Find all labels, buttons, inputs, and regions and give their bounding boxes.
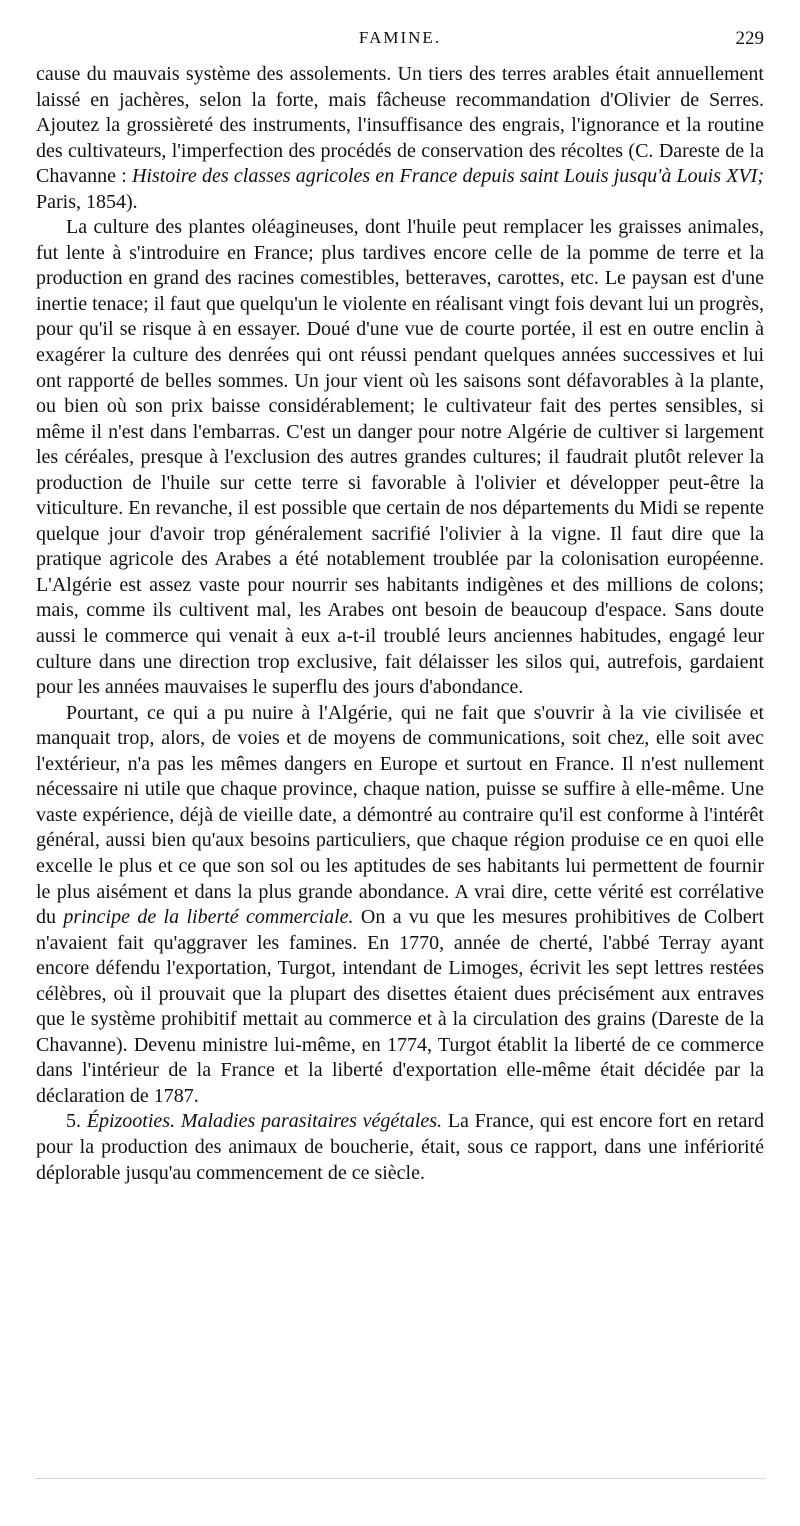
paragraph-1-citation-end: Paris, 1854). <box>36 190 138 213</box>
section-heading: Épizooties. Maladies parasitaires végétales. <box>86 1110 443 1133</box>
paragraph-3-text-end: On a vu que les mesures prohibitives de Colbert n'avaient fait qu'aggraver les famines. En 1770, année de cherté, l'abbé Terray ayant encore défendu l'exportation, Turgot, intendant de Limoges, écrivit les sept lettres restées célèbres, où il prouvait que la plupart des disettes étaient dues précisément aux entraves que le système prohibitif mettait au commerce et à la circulation des grains (Dareste de la Chavanne). Devenu ministre lui-même, en 1774, Turgot établit la liberté de ce commerce dans l'intérieur de la France et la liberté d'exportation elle-même était décidée par la déclaration de 1787. <box>36 906 765 1107</box>
paragraph-3 <box>36 701 764 1110</box>
text-body <box>36 62 764 1186</box>
paragraph-1-text: cause du mauvais système des assolements. Un tiers des terres arables était annuellement laissé en jachères, selon la forte, mais fâcheuse recommandation d'Olivier de Serres. Ajoutez la grossièreté des instruments, l'insuffisance des engrais, l'ignorance et la routine des cultivateurs, l'imperfection des procédés de conservation des récoltes (C. Dareste de la Chavanne : <box>36 63 764 188</box>
paragraph-1 <box>36 62 764 215</box>
section-number: 5. <box>66 1110 87 1133</box>
paragraph-2-text: La culture des plantes oléagineuses, dont l'huile peut remplacer les graisses animales, fut lente à s'introduire en France; plus tardives encore celle de la pomme de terre et la production en grand des racines comestibles, betteraves, carottes, etc. Le paysan est d'une inertie tenace; il faut que quelqu'un le violente en réalisant vingt fois devant lui un progrès, pour qu'il se risque à en essayer. Doué d'une vue de courte portée, il est en outre enclin à exagérer la culture des denrées qui ont réussi pendant quelques années successives et lui ont rapporté de belles sommes. Un jour vient où les saisons sont défavorables à la plante, ou bien où son prix baisse considérablement; le cultivateur fait des pertes sensibles, si même il n'est dans l'embarras. C'est un danger pour notre Algérie de cultiver si largement les céréales, presque à l'exclusion des autres grandes cultures; il faudrait plutôt relever la production de l'huile sur cette terre si favorable à l'olivier et développer peut-être la viticulture. En revanche, il est possible que certain de nos départements du Midi se repente quelque jour d'avoir trop généralement sacrifié l'olivier à la vigne. Il faut dire que la pratique agricole des Arabes a été notablement troublée par la colonisation européenne. L'Algérie est assez vaste pour nourrir ses habitants indigènes et des millions de colons; mais, comme ils cultivent mal, les Arabes ont besoin de beaucoup d'espace. Sans doute aussi le commerce qui venait à eux a-t-il troublé leurs anciennes habitudes, engagé leur culture dans une direction trop exclusive, fait délaisser les silos qui, autrefois, gardaient pour les années mauvaises le superflu des jours d'abondance. <box>36 216 764 699</box>
running-title: FAMINE. <box>358 28 442 47</box>
paragraph-1-book-title: Histoire des classes agricoles en France depuis saint Louis jusqu'à Louis XVI; <box>131 165 764 188</box>
paragraph-2 <box>36 215 764 700</box>
running-header <box>36 28 764 58</box>
paragraph-4 <box>36 1109 764 1186</box>
paragraph-3-text-start: Pourtant, ce qui a pu nuire à l'Algérie, qui ne fait que s'ouvrir à la vie civilisée et manquait trop, alors, de voies et de moyens de communications, soit chez, elle soit avec l'extérieur, n'a pas les mêmes dangers en Europe et surtout en France. Il n'est nullement nécessaire ni utile que chaque province, chaque nation, puisse se suffire à elle-même. Une vaste expérience, déjà de vieille date, a démontré au contraire qu'il est conforme à l'intérêt général, aussi bien qu'aux besoins particuliers, que chaque région produise ce en quoi elle excelle le plus et ce que son sol ou les aptitudes de ses habitants lui permettent de fournir le plus aisément et dans la plus grande abondance. A vrai dire, cette vérité est corrélative du <box>36 701 764 929</box>
page-number: 229 <box>735 28 764 49</box>
paragraph-4-text: La France, qui est encore fort en retard pour la production des animaux de boucherie, était, sous ce rapport, dans une infériorité déplorable jusqu'au commencement de ce siècle. <box>36 1110 764 1184</box>
bottom-divider <box>36 1478 764 1479</box>
paragraph-3-emphasis: principe de la liberté commerciale. <box>63 906 354 929</box>
